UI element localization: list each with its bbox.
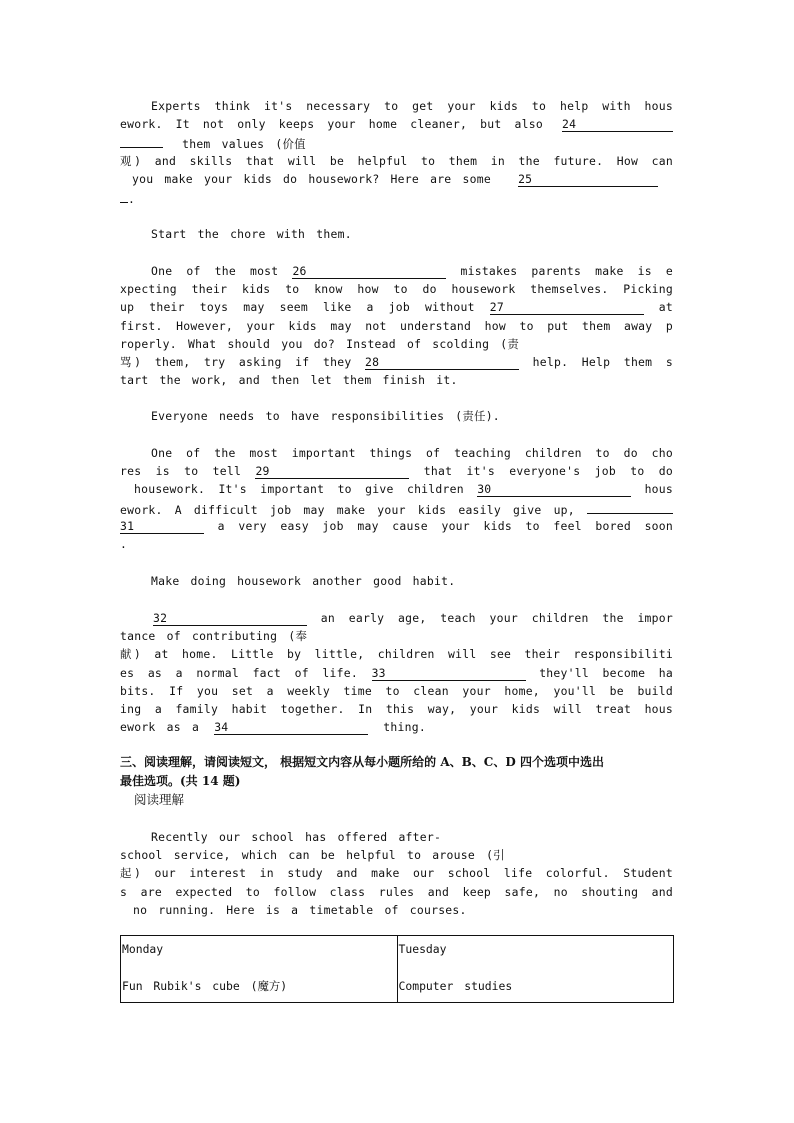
- text-line: [120, 609, 673, 627]
- text-span: an early age, teach your children the impor: [320, 611, 673, 625]
- text-span: mistakes parents make is e: [460, 264, 674, 278]
- heading-text: Start the chore with them.: [151, 227, 352, 241]
- section-three-title: [120, 753, 680, 791]
- blank-number: 28: [365, 354, 380, 369]
- text-line: bits. If you set a weekly time to clean your home, you'll be build: [120, 683, 673, 698]
- text-line: [120, 115, 673, 133]
- text-line: [120, 188, 673, 206]
- blank-number: 33: [371, 665, 386, 680]
- text-span: up their toys may seem like a job without: [120, 300, 475, 315]
- section-heading-3: [120, 572, 673, 590]
- blank-number: 24: [562, 117, 577, 132]
- text-span: help. Help them s: [532, 354, 673, 369]
- section-heading-2: [120, 407, 673, 425]
- text-span: hous: [644, 482, 674, 497]
- text-line: [120, 353, 673, 371]
- text-span: res is to tell: [120, 464, 242, 479]
- day-header: Monday: [122, 942, 164, 956]
- text-line: Experts think it's necessary to get your kids to help with hous: [151, 99, 673, 113]
- day-header: Tuesday: [398, 942, 447, 956]
- text-line: [120, 480, 673, 498]
- answer-blank-25[interactable]: [518, 172, 658, 187]
- text-line: [120, 462, 673, 480]
- text-line: [120, 499, 673, 517]
- course-name: Computer studies: [398, 979, 513, 993]
- heading-text: Everyone needs to have responsibilities (责任).: [151, 409, 500, 423]
- text-line: roperly. What should you do? Instead of scolding (责: [120, 336, 520, 351]
- course-timetable: [120, 935, 674, 1003]
- text-span: ework as a: [120, 720, 200, 735]
- answer-blank-25-continued: [120, 188, 128, 203]
- answer-blank-32[interactable]: [153, 611, 307, 626]
- text-span: One of the most: [151, 264, 279, 278]
- text-span: housework. It's important to give children: [134, 482, 464, 497]
- text-line: [120, 170, 673, 188]
- answer-blank-24[interactable]: [562, 117, 673, 132]
- answer-blank-31[interactable]: [587, 499, 673, 514]
- text-span: .: [128, 191, 136, 206]
- table-row: [121, 936, 674, 1003]
- text-line: One of the most important things of teaching children to do cho: [151, 446, 673, 460]
- answer-blank-30[interactable]: [477, 482, 631, 497]
- text-line: Recently our school has offered after-: [151, 830, 442, 844]
- text-line: [120, 262, 673, 280]
- text-span: you make your kids do housework? Here are some: [132, 171, 491, 186]
- answer-blank-29[interactable]: [255, 464, 409, 479]
- answer-blank-34[interactable]: [214, 720, 368, 735]
- text-span: they'll become ha: [539, 665, 674, 680]
- passage1-paragraph4: [120, 609, 673, 736]
- text-line: tart the work, and then let them finish it.: [120, 373, 458, 388]
- blank-number: 26: [292, 264, 307, 278]
- text-line: no running. Here is a timetable of courses.: [133, 902, 467, 917]
- blank-number: 34: [214, 720, 229, 735]
- blank-number: 27: [489, 300, 504, 315]
- text-line: 观) and skills that will be helpful to them in the future. How can: [120, 153, 673, 168]
- text-line: [120, 133, 673, 151]
- text-span: es as a normal fact of life.: [120, 665, 358, 680]
- passage2-paragraph: [120, 828, 673, 919]
- blank-number: 32: [153, 611, 168, 625]
- section-title-line: 三、阅读理解，请阅读短文， 根据短文内容从每小题所给的 A、B、C、D 四个选项中选出: [120, 755, 604, 769]
- text-line: s are expected to follow class rules and keep safe, no shouting and: [120, 884, 673, 899]
- text-line: 献) at home. Little by little, children will see their responsibiliti: [120, 647, 674, 662]
- table-cell-monday: [121, 936, 398, 1003]
- answer-blank-24-continued: [120, 133, 163, 148]
- text-line: [120, 718, 673, 736]
- text-line: [120, 664, 673, 682]
- text-line: 起) our interest in study and make our school life colorful. Student: [120, 866, 673, 881]
- text-line: first. However, your kids may not understand how to put them away p: [120, 318, 673, 333]
- text-span: that it's everyone's job to do: [423, 464, 673, 479]
- answer-blank-26[interactable]: [292, 264, 446, 279]
- text-span: ework. A difficult job may make your kids easily give up,: [120, 502, 575, 517]
- passage1-paragraph2: [120, 262, 673, 389]
- blank-number: 30: [477, 482, 492, 497]
- blank-number: 25: [518, 171, 533, 186]
- text-line: [120, 517, 673, 535]
- text-span: ework. It not only keeps your home cleaner, but also: [120, 117, 543, 132]
- text-span: thing.: [383, 720, 426, 735]
- text-line: ing a family habit together. In this way, your kids will treat hous: [120, 701, 673, 716]
- answer-blank-27[interactable]: [490, 300, 644, 315]
- text-line: xpecting their kids to know how to do housework themselves. Picking: [120, 282, 673, 297]
- section-title-line: 最佳选项。(共 14 题): [120, 774, 241, 788]
- answer-blank-31-continued: [120, 519, 204, 534]
- text-line: tance of contributing (奉: [120, 629, 308, 644]
- text-span: them values (价值: [182, 137, 306, 152]
- text-span: a very easy job may cause your kids to feel bored soon: [217, 518, 674, 533]
- table-cell-tuesday: [397, 936, 674, 1003]
- section-heading-1: [120, 225, 673, 243]
- text-line: school service, which can be helpful to arouse (引: [120, 848, 505, 863]
- answer-blank-28[interactable]: [365, 355, 519, 370]
- blank-number: 31: [120, 518, 135, 533]
- text-line: [120, 298, 673, 316]
- blank-number: 29: [255, 464, 270, 479]
- passage1-paragraph1: [120, 97, 673, 206]
- heading-text: Make doing housework another good habit.: [151, 574, 456, 588]
- text-span: at: [658, 300, 674, 315]
- course-name: Fun Rubik's cube (魔方): [122, 979, 288, 993]
- reading-comprehension-label: 阅读理解: [134, 792, 185, 807]
- text-line: .: [120, 536, 128, 551]
- passage1-paragraph3: [120, 444, 673, 553]
- answer-blank-33[interactable]: [372, 666, 526, 681]
- text-span: 骂) them, try asking if they: [120, 354, 352, 369]
